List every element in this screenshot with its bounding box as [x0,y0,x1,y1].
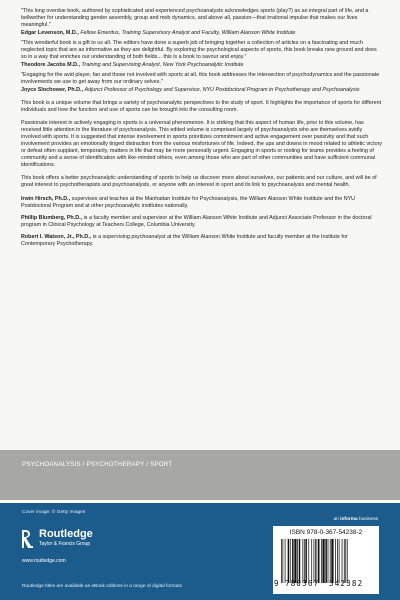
quote-author: Joyce Slochower, Ph.D., [21,86,84,93]
quote-attribution [21,87,383,94]
barcode-bar [322,539,324,583]
quote-author-title: Adjunct Professor of Psychology and Supervisor, NYU Postdoctoral Program in Psychotherapy and Psychoanalysis [84,86,360,93]
editor-bio-text: is a supervising psychoanalyst at the William Alanson White Institute and faculty member at the Institute for Contemporary Psychotherapy. [21,233,348,247]
editor-bio [21,196,383,210]
isbn-barcode [273,526,379,594]
quote-author: Edgar Levenson, M.D., [21,29,79,36]
barcode-bar [299,539,300,583]
editor-name: Phillip Blumberg, Ph.D., [21,214,83,221]
barcode-bar [314,539,315,583]
informa-brand: informa [340,517,358,522]
cover-image-credit: Cover image: © Getty Images [22,510,86,515]
isbn-label: ISBN 978-0-367-54238-2 [289,529,363,536]
barcode-bar [285,539,286,583]
description-paragraph: Passionate interest in actively engaging in sports is a universal phenomenon. It is striking that this aspect of human life, prior to this volume, has received little attention in the literature of psychoanalysis. This edited volume is comprised largely of psychoanalysts who are themselves avidly involved with sports. It is suggested that intense involvement in sports prioritizes commitment and active engagement over passivity and that such involvement provides an emotionally tinged distraction from the various misfortunes of life. Indeed, the ups and downs in mood related to athletic victory or defeat often supplant, temporarily, matters in life that may be more personally urgent. Engaging in sports or rooting for teams provides a feeling of community and a sense of identification with like-minded others, even among those who are part of other communities and have sufficient communal identifications. [21,120,383,169]
quote-author-title: Training and Supervising Analyst, New York Psychoanalytic Institute [81,61,244,68]
barcode-bar [347,539,348,583]
quote-text: "This wonderful book is a gift to us all. The editors have done a superb job of bringing together a collection of articles on a fascinating and much neglected topic that are as informative as they are delightful. By exploring the psychological aspects of sports, this book breaks new ground and does so in a way that enriches our understanding of both fields... this is a book to savour and enjoy." [21,40,377,61]
text-column [21,8,383,253]
barcode-bar [304,539,305,583]
barcode-bar [325,539,326,583]
barcode-bar [317,539,318,583]
endorsement-quote [21,40,383,69]
routledge-logo-icon [22,529,36,549]
barcode-bar [328,539,329,583]
barcode-digit-lead: 9 [274,579,279,588]
endorsement-quote [21,72,383,94]
editor-bio-text: supervises and teaches at the Manhattan Institute for Psychoanalysis, the William Alanson White Institute and the NYU Postdoctoral Program and at other psychoanalytic institutes nationally. [21,195,356,209]
barcode-bars [281,539,375,583]
editor-bio [21,234,383,248]
barcode-bar [339,539,340,583]
informa-business-mark [333,517,378,522]
description-paragraph: This book offers a better psychoanalytic understanding of sports to help us discover more about ourselves, our patients and our culture, and will be of great interest to psychotherapists and psychoanalysts, or anyone with an interest in sport and its link to psychoanalysis and mental health. [21,175,377,189]
barcode-bar [281,539,282,583]
barcode-digit-group: 542382 [329,579,364,588]
barcode-bar [315,539,316,583]
routledge-logo [22,527,112,555]
barcode-bar [308,539,309,583]
barcode-bar [344,539,345,583]
barcode-bar [290,539,291,583]
publisher-website[interactable]: www.routledge.com [22,558,66,564]
barcode-bar [342,539,343,583]
barcode-bar [318,539,319,583]
barcode-bar [337,539,338,583]
barcode-bar [305,539,306,583]
editor-name: Robert I. Watson, Jr., Ph.D., [21,233,92,240]
barcode-bar [311,539,312,583]
quote-attribution [21,30,383,37]
informa-prefix: an [333,517,339,522]
editor-bio-text: is a faculty member and supervisor at the William Alanson White Institute and Adjunct Associate Professor in the doctoral program in Clinical Psychology at Teachers College, Columbia University. [21,214,372,228]
subject-categories: PSYCHOANALYSIS / PSYCHOTHERAPY / SPORT [22,461,173,468]
barcode-bar [294,539,296,583]
barcode-bar [282,539,283,583]
quote-text: "Engaging for the avid player, fan and those not involved with sports at all, this book addresses the intersection of psychodynamics and the passionate involvements we use to get away from our ordinary selves." [21,72,380,86]
barcode-bar [331,539,333,583]
ebook-availability-note: Routledge titles are available as eBook editions in a range of digital formats [22,584,182,589]
quote-text: "This long overdue book, authored by sophisticated and experienced psychoanalysts acknowledges sports (play?) as an integral part of life, and a bellwether for understanding gender assembly, group and mob dynamics, and above all, passion—that irrational impulse that makes our lives meaningful." [21,8,369,29]
publisher-group: Taylor & Francis Group [39,541,91,547]
publisher-name: Routledge [39,528,93,540]
barcode-bar [321,539,322,583]
editor-bios [21,196,383,248]
quote-author: Theodore Jacobs M.D., [21,61,81,68]
barcode-bar [297,539,298,583]
informa-suffix: business [359,517,378,522]
quote-author-title: Fellow Emeritus, Training Supervisory Analyst and Faculty, William Alanson White Institute [80,29,296,36]
barcode-bar [288,539,289,583]
barcode-digit-group: 780367 [285,579,320,588]
endorsement-quote [21,8,383,37]
barcode-bar [335,539,336,583]
quote-attribution [21,62,383,69]
editor-bio [21,215,383,229]
editor-name: Irwin Hirsch, Ph.D., [21,195,71,202]
description-paragraph: This book is a unique volume that brings a variety of psychoanalytic perspectives to the study of sport. It highlights the importance of sports for different individuals and how the function and use of sports can be brought into the consulting room. [21,100,382,114]
barcode-bar [302,539,303,583]
barcode-bar [330,539,331,583]
barcode-digits [273,579,379,593]
barcode-bar [292,539,293,583]
barcode-bar [345,539,346,583]
